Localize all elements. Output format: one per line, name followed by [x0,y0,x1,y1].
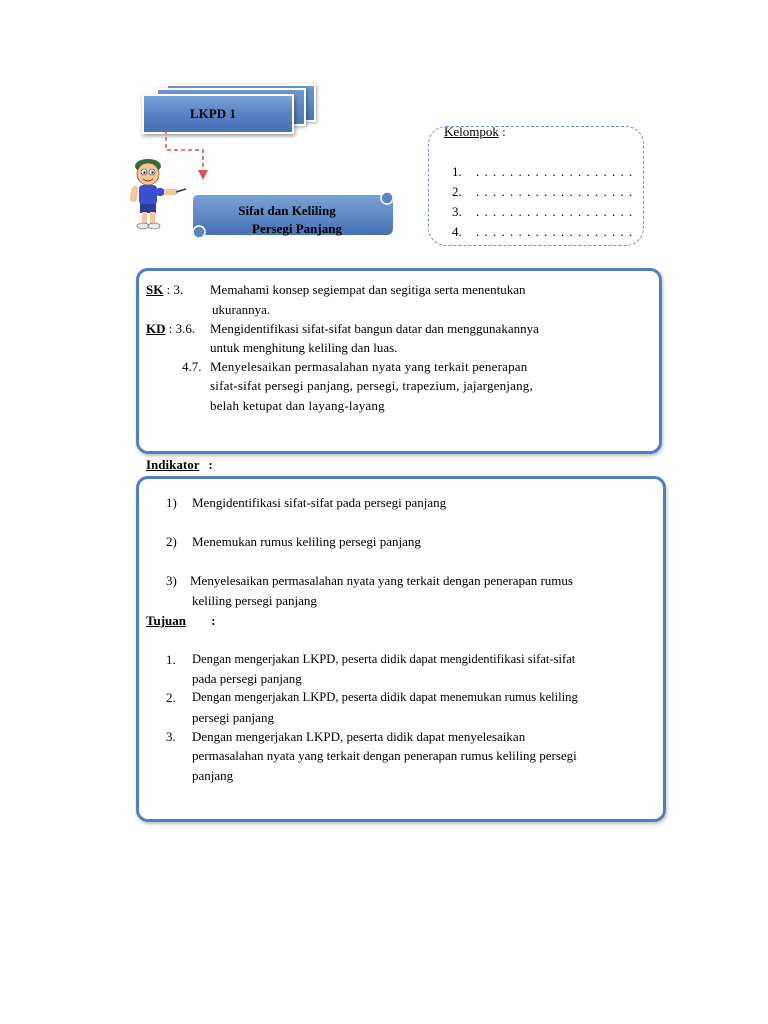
kelompok-heading [444,124,506,140]
tujuan-item-number: 3. [166,729,176,744]
tujuan-item: Dengan mengerjakan LKPD, peserta didik dapat mengidentifikasi sifat-sifat [192,652,576,666]
kelompok-item[interactable] [452,182,633,202]
kelompok-item[interactable] [452,162,633,182]
student-cartoon-icon [126,156,188,232]
kelompok-item-blank[interactable]: . . . . . . . . . . . . . . . . . . . [476,204,634,219]
tujuan-item: Dengan mengerjakan LKPD, peserta didik dapat menyelesaikan [192,729,526,744]
indikator-item-number: 1) [166,495,177,510]
kelompok-list [452,162,633,242]
kelompok-item-blank[interactable]: . . . . . . . . . . . . . . . . . . . [476,164,634,179]
kelompok-item-number: 3. [452,204,462,219]
kd2-text-line1: Menyelesaikan permasalahan nyata yang terkait penerapan [210,359,528,374]
tujuan-item-number: 1. [166,652,176,667]
indikator-item: Menyelesaikan permasalahan nyata yang terkait dengan penerapan rumus [190,573,573,588]
indikator-item-number: 2) [166,534,177,549]
sk-text-line1: Memahami konsep segiempat dan segitiga serta menentukan [210,282,526,297]
tujuan-item: Dengan mengerjakan LKPD, peserta didik dapat menemukan rumus keliling [192,690,578,704]
kelompok-item-number: 1. [452,164,462,179]
kd-label: KD [146,321,166,336]
tujuan-heading [146,613,216,629]
kelompok-item-blank[interactable]: . . . . . . . . . . . . . . . . . . . [476,184,634,199]
indikator-item: Mengidentifikasi sifat-sifat pada persegi panjang [192,495,447,510]
kd2-text-line2: sifat-sifat persegi panjang, persegi, trapezium, jajargenjang, [210,378,533,393]
indikator-item-number: 3) [166,573,177,588]
kelompok-label: Kelompok [444,124,499,139]
tujuan-label: Tujuan [146,613,186,628]
kelompok-item-number: 2. [452,184,462,199]
kelompok-item[interactable] [452,222,633,242]
kd1-text-line2: untuk menghitung keliling dan luas. [210,340,398,355]
indikator-colon: : [208,457,213,472]
kelompok-item-number: 4. [452,224,462,239]
tujuan-item-number: 2. [166,690,176,705]
sk-text-line2: ukurannya. [212,302,271,317]
tujuan-item-continued: panjang [192,768,234,783]
kd-prefix: : 3.6. [168,321,196,336]
indikator-heading [146,457,213,473]
tujuan-item-continued: pada persegi panjang [192,671,302,686]
tujuan-colon: : [211,613,216,628]
kelompok-item-blank[interactable]: . . . . . . . . . . . . . . . . . . . [476,224,634,239]
tujuan-item-continued: persegi panjang [192,710,274,725]
kd2-prefix: 4.7. [182,359,202,374]
kelompok-colon: : [502,124,506,139]
sk-prefix: : 3. [166,282,184,297]
tujuan-item-continued: permasalahan nyata yang terkait dengan penerapan rumus keliling persegi [192,748,577,763]
topic-title-line1: Sifat dan Keliling [238,203,336,218]
indikator-item: Menemukan rumus keliling persegi panjang [192,534,421,549]
lkpd-title: LKPD 1 [190,106,236,121]
topic-title-line2: Persegi Panjang [252,221,342,236]
kd2-text-line3: belah ketupat dan layang-layang [210,398,385,413]
indikator-item-continued: keliling persegi panjang [192,593,317,608]
topic-title [212,202,362,238]
kd-row [146,321,195,337]
indikator-label: Indikator [146,457,200,472]
kelompok-item[interactable] [452,202,633,222]
sk-label: SK [146,282,164,297]
kd1-text-line1: Mengidentifikasi sifat-sifat bangun datar dan menggunakannya [210,321,539,336]
sk-row [146,282,183,298]
